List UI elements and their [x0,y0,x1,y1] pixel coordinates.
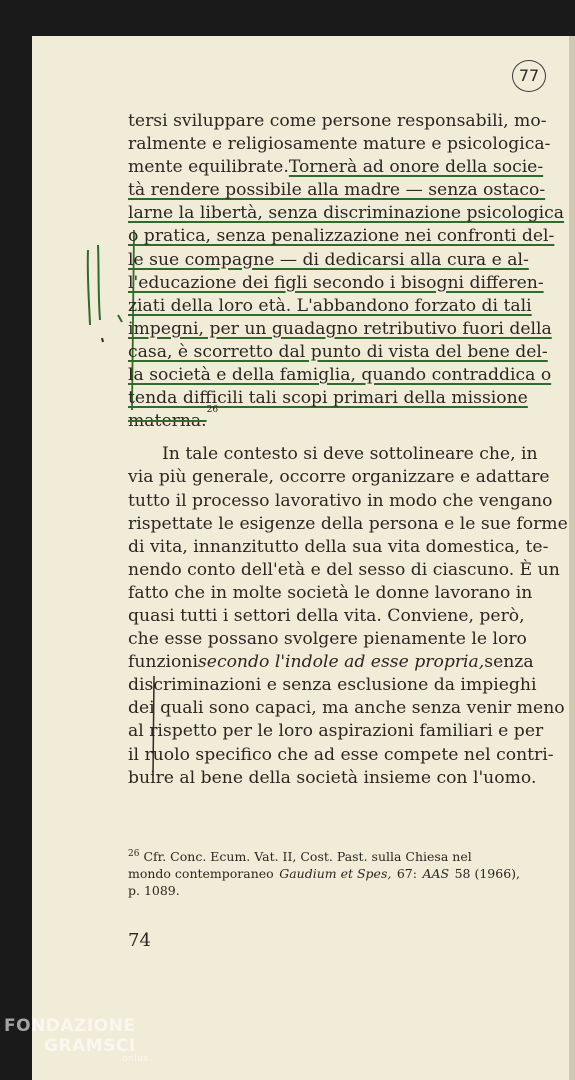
text-line: tutto il processo lavorativo in modo che vengano [128,490,553,511]
page-edge [569,36,575,1080]
text-line: funzioni secondo l'indole ad esse propria, senza [128,651,518,674]
text-line: casa, è scorretto dal punto di vista del bene del- [128,341,548,362]
text-line: tà rendere possibile alla madre — senza ostaco- [128,180,546,201]
text-line: via più generale, occorre organizzare e adattare [128,467,550,488]
archive-watermark: FONDAZIONE GRAMSCI onlus [4,1016,149,1064]
text-line: al rispetto per le loro aspirazioni familiari e per [128,721,544,742]
text-line: o pratica, senza penalizzazione nei confronti del- [128,226,555,247]
underlined-passage: Tornerà ad onore della socie- [288,157,544,178]
text-line: di vita, innanzitutto della sua vita domestica, te- [128,536,549,557]
text-line: materna. 26 [128,410,518,433]
page-number: 74 [128,930,151,951]
text-line: quasi tutti i settori della vita. Conviene, però, [128,605,525,626]
text-line: buire al bene della società insieme con l'uomo. [128,767,537,788]
text-line: mente equilibrate. Tornerà ad onore della socie- [128,156,518,179]
handwritten-page-annotation: 77 [512,60,546,92]
text-line: le sue compagne — di dedicarsi alla cura e al- [128,249,529,270]
italic-phrase: secondo l'indole ad esse propria, [197,652,485,673]
text-line: ralmente e religiosamente mature e psicologica- [128,134,551,155]
text-line: ziati della loro età. L'abbandono forzato di tali [128,295,532,316]
text-line: dei quali sono capaci, ma anche senza venir meno [128,698,565,719]
body-text [128,110,568,790]
text-line: tersi sviluppare come persone responsabili, mo- [128,111,547,131]
text-line: discriminazioni e senza esclusione da impieghi [128,675,537,696]
text-line: che esse possano svolgere pienamente le loro [128,629,527,650]
text-line: rispettate le esigenze della persona e le sue forme [128,513,568,534]
text-line: nendo conto dell'età e del sesso di ciascuno. È un [128,559,560,580]
text-line: l'educazione dei figli secondo i bisogni differen- [128,272,544,293]
text-line: In tale contesto si deve sottolineare che, in [162,444,538,465]
text-line: impegni, per un guadagno retributivo fuori della [128,318,552,339]
text-line: larne la libertà, senza discriminazione psicologica [128,203,565,224]
text-line: fatto che in molte società le donne lavorano in [128,582,533,603]
text-line: la società e della famiglia, quando contraddica o [128,365,552,386]
text-line: tenda difficili tali scopi primari della missione [128,388,528,409]
footnote: $^{26}$ Cfr. Conc. Ecum. Vat. II, Cost. Past. sulla Chiesa nel mondo contemporaneo Gaudium et Spes, 67: AAS 58 (1966), p. 1089. [128,848,520,898]
text-line: il ruolo specifico che ad esse compete nel contri- [128,744,554,765]
footnote-ref: 26 [206,405,219,416]
